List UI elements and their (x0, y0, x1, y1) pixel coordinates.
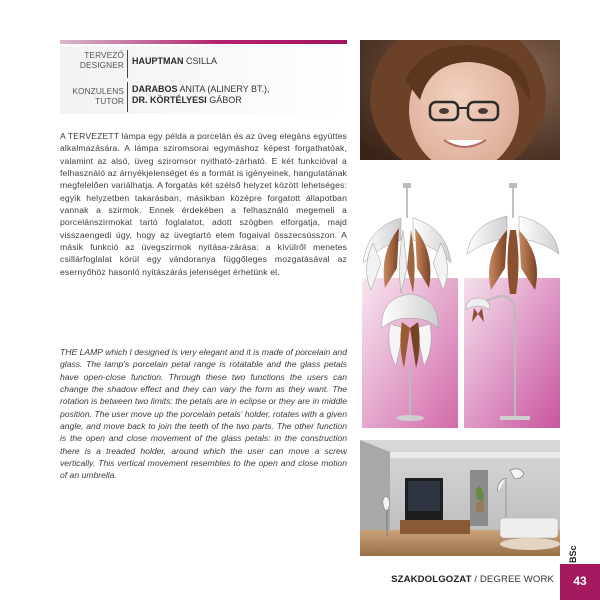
credits-block (60, 46, 347, 114)
hungarian-description: A TERVEZETT lámpa egy példa a porcelán és az üveg elegáns együttes alkalmazására. A lámpa sziromsorai egymáshoz képest forgathatóak, valamint az alsó, üveg sziromsor nyitható-zárható. E két funkcióval a felhasználó az árnyékjelenséget és a formát is igényeinek, hangulatának megfelelően variálhatja. A forgatás két szélső helyzet között lehetséges: egyik helyzetben takarásban, másikban középre forgatott állapotban vannak a szirmok. Ennek érdekében a felhasználó megemeli a porcelánszirmokat tartó foglalatot, adott szögben elforgatja, majd visszaengedi úgy, hogy az üvegtartó elem fogaival összecsússzon. A másik funkció az üvegszirmok nyitása-zárása: a kívülről menetes csillárfoglalat körül egy vándoranya függőleges mozgatásával az esernyőhöz hasonló nyitászárás jelenséget érhetünk el. (60, 131, 347, 277)
room-visualization-photo (360, 440, 560, 556)
designer-name: HAUPTMAN CSILLA (132, 56, 218, 66)
credit-divider (127, 82, 128, 112)
tutor-2: DR. KÖRTÉLYESI GÁBOR (132, 95, 242, 105)
designer-label: TERVEZŐ DESIGNER (79, 50, 124, 70)
credit-divider (127, 50, 128, 78)
tutor-row (60, 82, 347, 112)
portrait-illustration (360, 40, 560, 160)
page-number: 43 (560, 564, 600, 600)
english-description: THE LAMP which I designed is very elegant and it is made of porcelain and glass. The lamp's porcelain petal range is rotatable and the glass petals have open-close function. Through these two functions the users can change the shadow effect and they can vary the form as they want. The rotation is between two limits: the petals are in eclipse or they are in middle position. The user move up the porcelain petals' holder, rotates with a given angle, and move back to join the teeth of the two parts. The other function is the open and close movement of the glass petals: in the construction there is a treaded holder, around which the user can move a screw vertically. This vertical movement resembles to the open and close motion of an umbrella. (60, 347, 347, 481)
room-illustration (360, 440, 560, 556)
designer-portrait-photo (360, 40, 560, 160)
designer-row (60, 50, 347, 78)
tutor-label: KONZULENS TUTOR (72, 86, 124, 106)
lamp-renderings-photo (360, 178, 560, 428)
lamp-illustration (360, 178, 560, 428)
degree-tag: BSc (568, 545, 578, 563)
tutor-1: DARABOS ANITA (ALINERY BT.), (132, 84, 270, 94)
tutor-names (132, 84, 346, 106)
header-accent-bar (60, 40, 347, 44)
footer-title: SZAKDOLGOZAT / DEGREE WORK (391, 574, 554, 585)
